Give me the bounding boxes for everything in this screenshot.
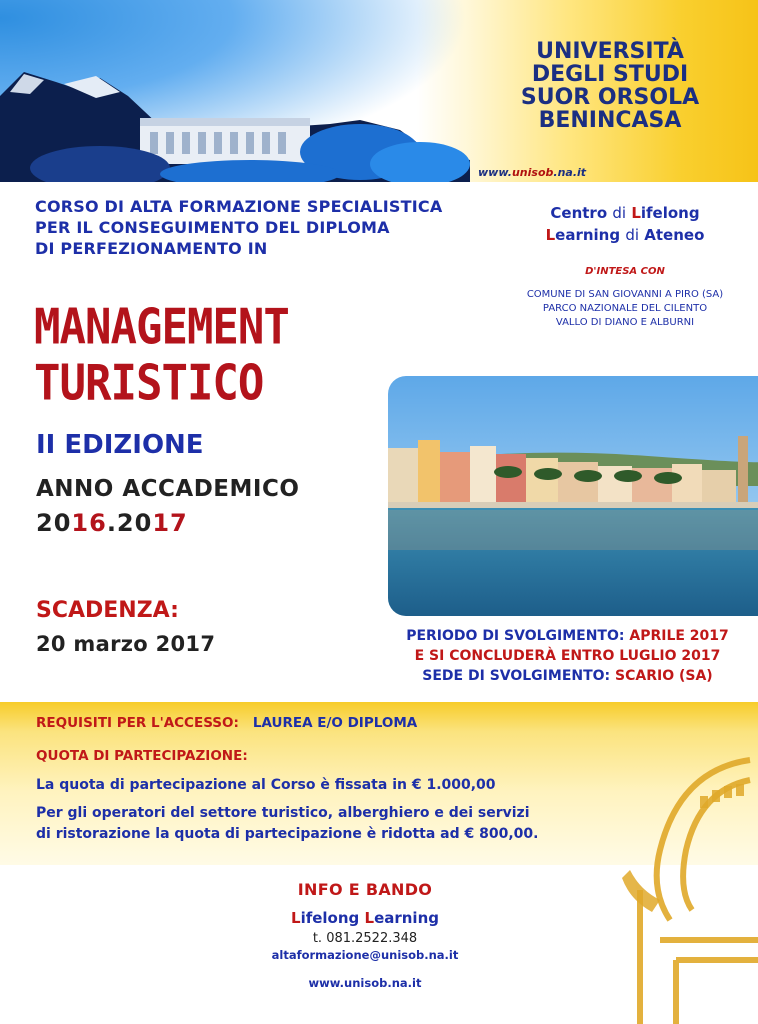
scario-harbour-photo xyxy=(388,376,758,616)
email-link[interactable]: altaformazione@unisob.na.it xyxy=(271,948,459,962)
academic-year-label: ANNO ACCADEMICO xyxy=(36,476,300,502)
university-website-link[interactable] xyxy=(478,166,586,179)
lifelong-learning-label xyxy=(240,909,490,927)
partners-list xyxy=(495,288,755,330)
web-domain: unisob xyxy=(511,166,554,179)
course-intro-line: PER IL CONSEGUIMENTO DEL DIPLOMA xyxy=(35,218,390,237)
period-label: PERIODO DI SVOLGIMENTO: xyxy=(406,628,625,644)
reduced-fee-line: Per gli operatori del settore turistico, alberghiero e dei servizi xyxy=(36,805,530,821)
course-intro-line: CORSO DI ALTA FORMAZIONE SPECIALISTICA xyxy=(35,197,443,216)
info-title: INFO E BANDO xyxy=(297,880,433,899)
centro-lifelong-learning xyxy=(520,202,730,246)
decorative-ornament xyxy=(600,740,758,1024)
deadline-date: 20 marzo 2017 xyxy=(36,632,216,656)
course-intro xyxy=(35,196,475,259)
centro-word: earning xyxy=(555,226,621,244)
website-link[interactable]: www.unisob.na.it xyxy=(308,976,422,990)
centro-word: di xyxy=(625,226,640,244)
university-name-line: SUOR ORSOLA xyxy=(520,85,700,110)
ll-word: earning xyxy=(374,909,439,927)
year-part: 17 xyxy=(152,509,188,537)
web-prefix: www. xyxy=(478,166,512,179)
period-end: E SI CONCLUDERÀ ENTRO LUGLIO 2017 xyxy=(414,648,721,664)
web-suffix: .na.it xyxy=(553,166,587,179)
partner-item: PARCO NAZIONALE DEL CILENTO xyxy=(542,303,708,314)
year-part: 20 xyxy=(36,509,72,537)
ll-cap: L xyxy=(291,909,301,927)
centro-word: di xyxy=(612,204,627,222)
partner-item: VALLO DI DIANO E ALBURNI xyxy=(555,317,695,328)
year-part: 16 xyxy=(71,509,107,537)
info-section xyxy=(240,880,490,990)
access-value: LAUREA E/O DIPLOMA xyxy=(252,715,418,731)
centro-word: Ateneo xyxy=(644,226,705,244)
phone-number: t. 081.2522.348 xyxy=(312,931,418,946)
venue-value: SCARIO (SA) xyxy=(615,668,713,684)
venue-label: SEDE DI SVOLGIMENTO: xyxy=(422,668,611,684)
access-label: REQUISITI PER L'ACCESSO: xyxy=(36,715,239,731)
centro-cap: L xyxy=(545,226,556,244)
deadline-label: SCADENZA: xyxy=(36,598,179,623)
ll-cap: L xyxy=(364,909,375,927)
year-part: .20 xyxy=(106,509,153,537)
university-name-line: UNIVERSITÀ xyxy=(536,39,684,64)
ll-word: ifelong xyxy=(300,909,365,927)
fee-line: La quota di partecipazione al Corso è fissata in € 1.000,00 xyxy=(36,777,496,793)
access-requirements xyxy=(36,715,417,731)
university-name-line: BENINCASA xyxy=(538,108,682,133)
centro-word: Centro xyxy=(550,204,608,222)
reduced-fee-line: di ristorazione la quota di partecipazione è ridotta ad € 800,00. xyxy=(36,826,539,842)
partner-item: COMUNE DI SAN GIOVANNI A PIRO (SA) xyxy=(526,289,724,300)
academic-year-value xyxy=(36,509,188,537)
centro-word: ifelong xyxy=(640,204,700,222)
edition-label: II EDIZIONE xyxy=(36,430,204,460)
period-start: APRILE 2017 xyxy=(629,628,729,644)
university-logo-illustration xyxy=(0,60,470,182)
course-intro-line: DI PERFEZIONAMENTO IN xyxy=(35,239,268,258)
main-title-line: TURISTICO xyxy=(34,354,264,412)
university-name-line: DEGLI STUDI xyxy=(531,62,689,87)
main-title-line: MANAGEMENT xyxy=(34,298,289,356)
period-info xyxy=(385,626,750,686)
intesa-label: D'INTESA CON xyxy=(585,266,665,277)
centro-cap: L xyxy=(631,204,641,222)
fee-label: QUOTA DI PARTECIPAZIONE: xyxy=(36,748,248,764)
